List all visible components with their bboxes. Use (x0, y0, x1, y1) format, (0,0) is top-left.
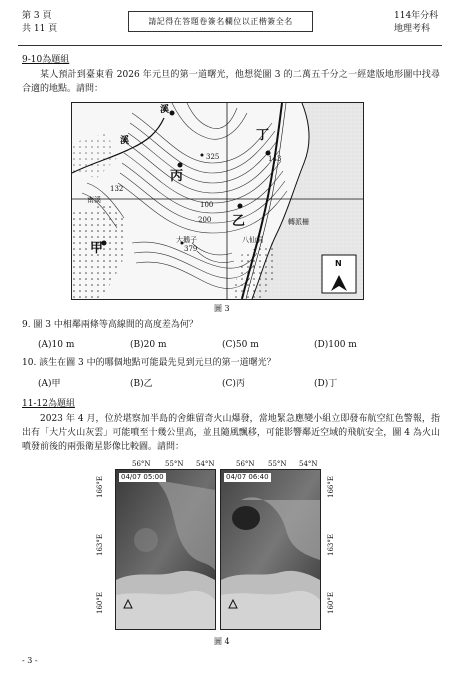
side-tick-163e-right: 163°E (327, 534, 335, 556)
map-label-contour-200: 200 (198, 216, 212, 224)
q9-option-b: (B)20 m (130, 340, 167, 350)
footer-page-number: - 3 - (22, 656, 38, 665)
subject-label: 地理考科 (394, 24, 431, 34)
total-pages-line: 共 11 頁 (22, 24, 58, 34)
section1-paragraph: 某人預計到臺東看 2026 年元旦的第一道曙光，他想從圖 3 的二萬五千分之一經建版地形圖中找尋合適的地點。請問： (22, 70, 440, 94)
plain-area-upper (72, 133, 117, 178)
q9-option-a: (A)10 m (38, 340, 75, 350)
question-9-stem: 9. 圖 3 中相鄰兩條等高線間的高度差為何？ (22, 320, 198, 330)
top-tick-54n-left: 54°N (196, 460, 215, 468)
q10-option-b: (B)乙 (130, 379, 153, 389)
q10-option-c: (C)丙 (222, 379, 245, 389)
map-label-yi: 乙 (232, 214, 246, 229)
map-label-peak-name: 大鵝子 (176, 236, 197, 244)
section2-paragraph: 2023 年 4 月，位於堪察加半島的舍維留奇火山爆發，當地緊急應變小組立即發布航空紅色警報，指出有「大片火山灰雲」可能噴至十幾公里高，並且隨風飄移，可能影響鄰近空域的飛航安全，圖 4 為火山噴發前後的兩張衛星影像比較圖。請問： (22, 414, 440, 452)
map-label-place-right: 轉派柵 (288, 218, 309, 226)
exam-year-label: 114年分科 (394, 11, 439, 21)
side-tick-160e-left: 160°E (96, 592, 104, 614)
top-tick-55n-right: 55°N (268, 460, 287, 468)
map-label-elev-132: 132 (110, 185, 124, 193)
map-label-river-north: 溪 (160, 105, 170, 115)
top-tick-54n-right: 54°N (299, 460, 318, 468)
timestamp-after: 04/07 06:40 (226, 473, 269, 481)
side-tick-166e-right: 166°E (327, 476, 335, 498)
ash-cloud (232, 506, 260, 530)
figure-3-caption: 圖 3 (214, 304, 230, 313)
map-label-elev-143: 143 (268, 155, 282, 163)
map-label-elev-379: 379 (184, 245, 198, 253)
top-tick-56n-left: 56°N (132, 460, 151, 468)
question-10-stem: 10. 該生在圖 3 中的哪個地點可能最先見到元旦的第一道曙光？ (22, 358, 276, 368)
figure-4-caption: 圖 4 (214, 637, 230, 646)
q10-option-a: (A)甲 (38, 379, 61, 389)
map-label-jia: 甲 (90, 241, 104, 256)
satellite-image-after (220, 469, 321, 630)
section-heading-9-10: 9-10為題組 (22, 55, 70, 65)
map-label-place-lower-left: 南溪 (87, 196, 101, 204)
timestamp-before: 04/07 05:00 (121, 473, 164, 481)
point-north (170, 111, 175, 116)
point-yi (238, 204, 243, 209)
q9-option-d: (D)100 m (314, 340, 357, 350)
signature-notice: 請記得在答題卷簽名欄位以正楷簽全名 (128, 11, 313, 32)
side-tick-160e-right: 160°E (327, 592, 335, 614)
map-label-elev-325: 325 (206, 153, 220, 161)
page-number-line: 第 3 頁 (22, 11, 52, 21)
map-label-mountain-name: 八仙洞 (242, 236, 263, 244)
side-tick-163e-left: 163°E (96, 534, 104, 556)
top-tick-55n-left: 55°N (165, 460, 184, 468)
map-label-bing: 丙 (170, 169, 184, 184)
section-heading-11-12: 11-12為題組 (22, 399, 75, 409)
map-label-contour-100: 100 (200, 201, 214, 209)
satellite-image-before (115, 469, 216, 630)
north-label: N (335, 259, 342, 268)
map-label-ding: 丁 (256, 128, 270, 143)
topographic-map (71, 102, 364, 300)
top-tick-56n-right: 56°N (236, 460, 255, 468)
map-label-river-left: 溪 (120, 136, 130, 146)
q10-option-d: (D)丁 (314, 379, 338, 389)
header-divider (18, 45, 442, 46)
q9-option-c: (C)50 m (222, 340, 259, 350)
topographic-map-graphic (72, 103, 363, 299)
side-tick-166e-left: 166°E (96, 476, 104, 498)
